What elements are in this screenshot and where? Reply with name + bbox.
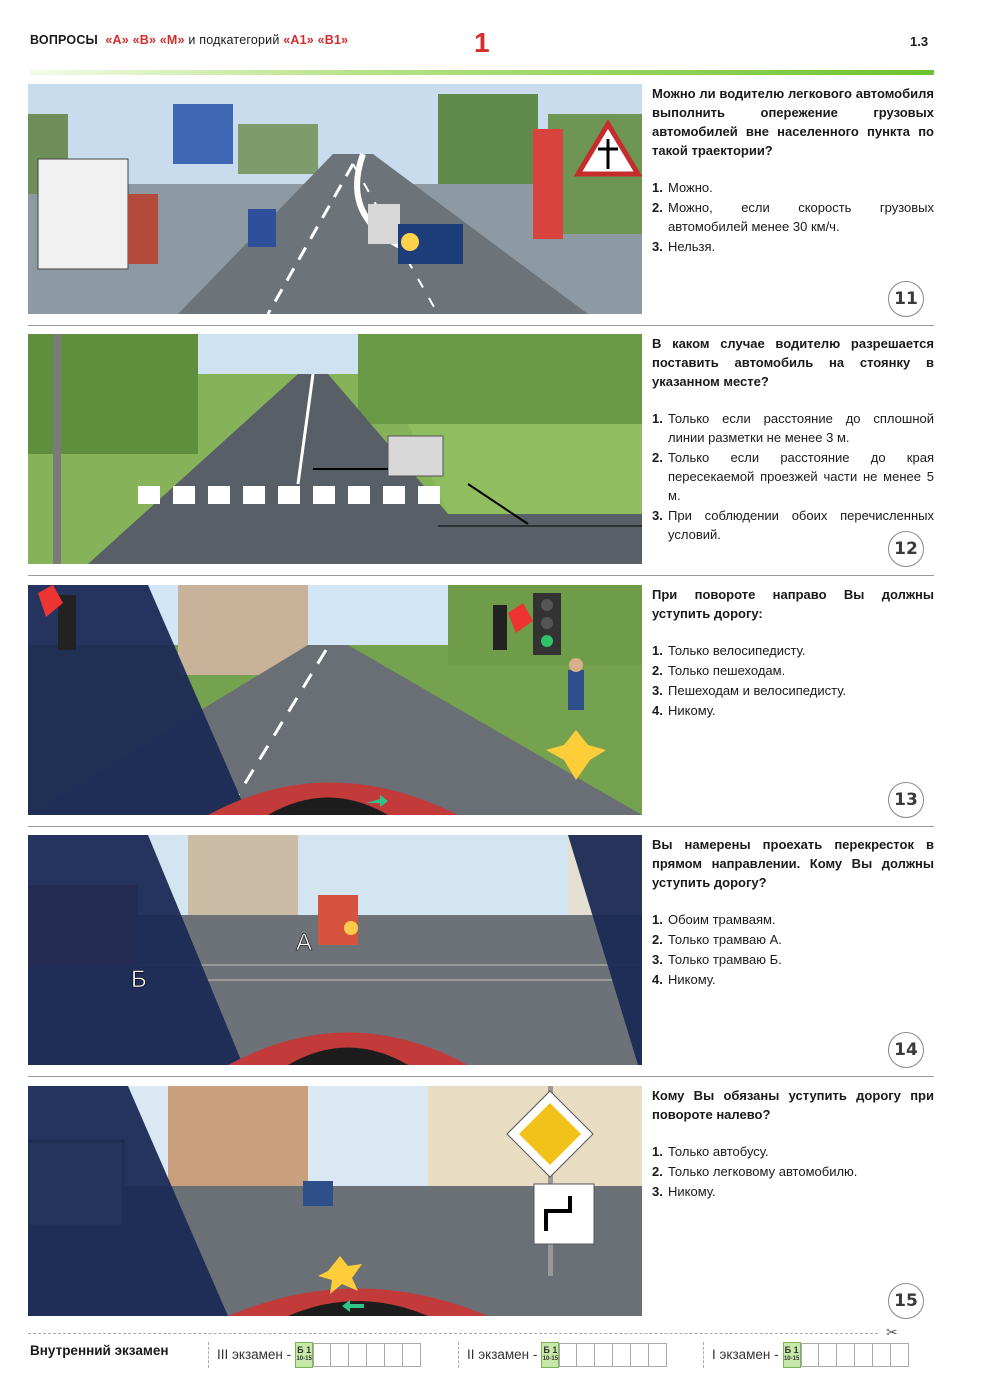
exam-row-1: [703, 1342, 909, 1368]
exam-row-3: [208, 1342, 421, 1368]
answer-option[interactable]: 1. Только автобусу.: [652, 1144, 769, 1159]
question-13-text: При повороте направо Вы должны уступить дорогу:: [652, 587, 934, 621]
cut-line: [28, 1333, 878, 1334]
header-divider: [30, 70, 934, 75]
footer-title: Внутренний экзамен: [30, 1343, 169, 1358]
internal-exam-footer: [28, 1324, 934, 1378]
header-middle: и подкатегорий: [188, 33, 280, 47]
question-12-answers: [652, 409, 934, 544]
answer-option[interactable]: 4. Никому.: [652, 703, 716, 718]
answer-cells[interactable]: [559, 1343, 667, 1367]
question-15-image: [28, 1086, 642, 1316]
question-15-answers: [652, 1142, 934, 1201]
category-a: «А»: [105, 33, 129, 47]
category-b: «В»: [132, 33, 157, 47]
answer-cells[interactable]: [801, 1343, 909, 1367]
ticket-code: Б 1 10-15: [541, 1342, 559, 1368]
question-15-text: Кому Вы обязаны уступить дорогу при повороте налево?: [652, 1088, 934, 1122]
question-divider: [28, 325, 934, 326]
question-divider: [28, 575, 934, 576]
ticket-code: Б 1 10-15: [783, 1342, 801, 1368]
question-block-12: [28, 334, 934, 576]
page-header: [30, 33, 348, 47]
answer-option[interactable]: 3. Только трамваю Б.: [652, 952, 782, 967]
question-12-text: В каком случае водителю разрешается поставить автомобиль на стоянку в указанном месте?: [652, 336, 934, 389]
page-number: 1.3: [910, 34, 929, 49]
answer-option[interactable]: 3. Никому.: [652, 1184, 716, 1199]
question-14-image: [28, 835, 642, 1065]
question-block-13: [28, 585, 934, 827]
question-14-answers: [652, 910, 934, 989]
answer-option[interactable]: 3. При соблюдении обоих перечисленных условий.: [652, 508, 934, 542]
answer-option[interactable]: 4. Никому.: [652, 972, 716, 987]
question-13-answers: [652, 641, 934, 720]
exam-label: III экзамен -: [208, 1342, 291, 1368]
question-number-badge: 15: [888, 1283, 924, 1319]
answer-option[interactable]: 1. Только велосипедисту.: [652, 643, 806, 658]
answer-option[interactable]: 3. Нельзя.: [652, 239, 716, 254]
question-number-badge: 14: [888, 1032, 924, 1068]
answer-option[interactable]: 1. Только если расстояние до сплошной линии разметки не менее 3 м.: [652, 411, 934, 445]
question-number-badge: 11: [888, 281, 924, 317]
answer-option[interactable]: 2. Только пешеходам.: [652, 663, 786, 678]
question-block-11: [28, 84, 934, 326]
answer-option[interactable]: 1. Обоим трамваям.: [652, 912, 776, 927]
question-12-image: [28, 334, 642, 564]
question-11-image: [28, 84, 642, 314]
question-block-15: [28, 1086, 934, 1328]
question-block-14: [28, 835, 934, 1077]
ticket-code: Б 1 10-15: [295, 1342, 313, 1368]
answer-cells[interactable]: [313, 1343, 421, 1367]
question-13-image: [28, 585, 642, 815]
question-number-badge: 13: [888, 782, 924, 818]
question-divider: [28, 1076, 934, 1077]
question-number-badge: 12: [888, 531, 924, 567]
answer-option[interactable]: 2. Только легковому автомобилю.: [652, 1164, 858, 1179]
category-m: «М»: [159, 33, 185, 47]
category-b1: «В1»: [317, 33, 349, 47]
answer-option[interactable]: 2. Только трамваю А.: [652, 932, 782, 947]
header-prefix: ВОПРОСЫ: [30, 33, 98, 47]
tram-a-label: А: [296, 929, 313, 956]
question-14-text: Вы намерены проехать перекресток в прямом направлении. Кому Вы должны уступить дорогу?: [652, 837, 934, 890]
question-divider: [28, 826, 934, 827]
answer-option[interactable]: 3. Пешеходам и велосипедисту.: [652, 683, 847, 698]
scissors-icon: ✂: [886, 1324, 898, 1340]
ticket-number: 1: [474, 27, 490, 58]
answer-option[interactable]: 2. Можно, если скорость грузовых автомобилей менее 30 км/ч.: [652, 200, 934, 234]
exam-label: II экзамен -: [458, 1342, 537, 1368]
exam-label: I экзамен -: [703, 1342, 779, 1368]
tram-b-label: Б: [131, 966, 147, 993]
question-11-text: Можно ли водителю легкового автомобиля выполнить опережение грузовых автомобилей вне населенного пункта по такой траектории?: [652, 86, 934, 158]
question-11-answers: [652, 178, 934, 256]
exam-row-2: [458, 1342, 667, 1368]
answer-option[interactable]: 2. Только если расстояние до края пересекаемой проезжей части не менее 5 м.: [652, 450, 934, 503]
category-a1: «А1»: [283, 33, 314, 47]
answer-option[interactable]: 1. Можно.: [652, 180, 713, 195]
